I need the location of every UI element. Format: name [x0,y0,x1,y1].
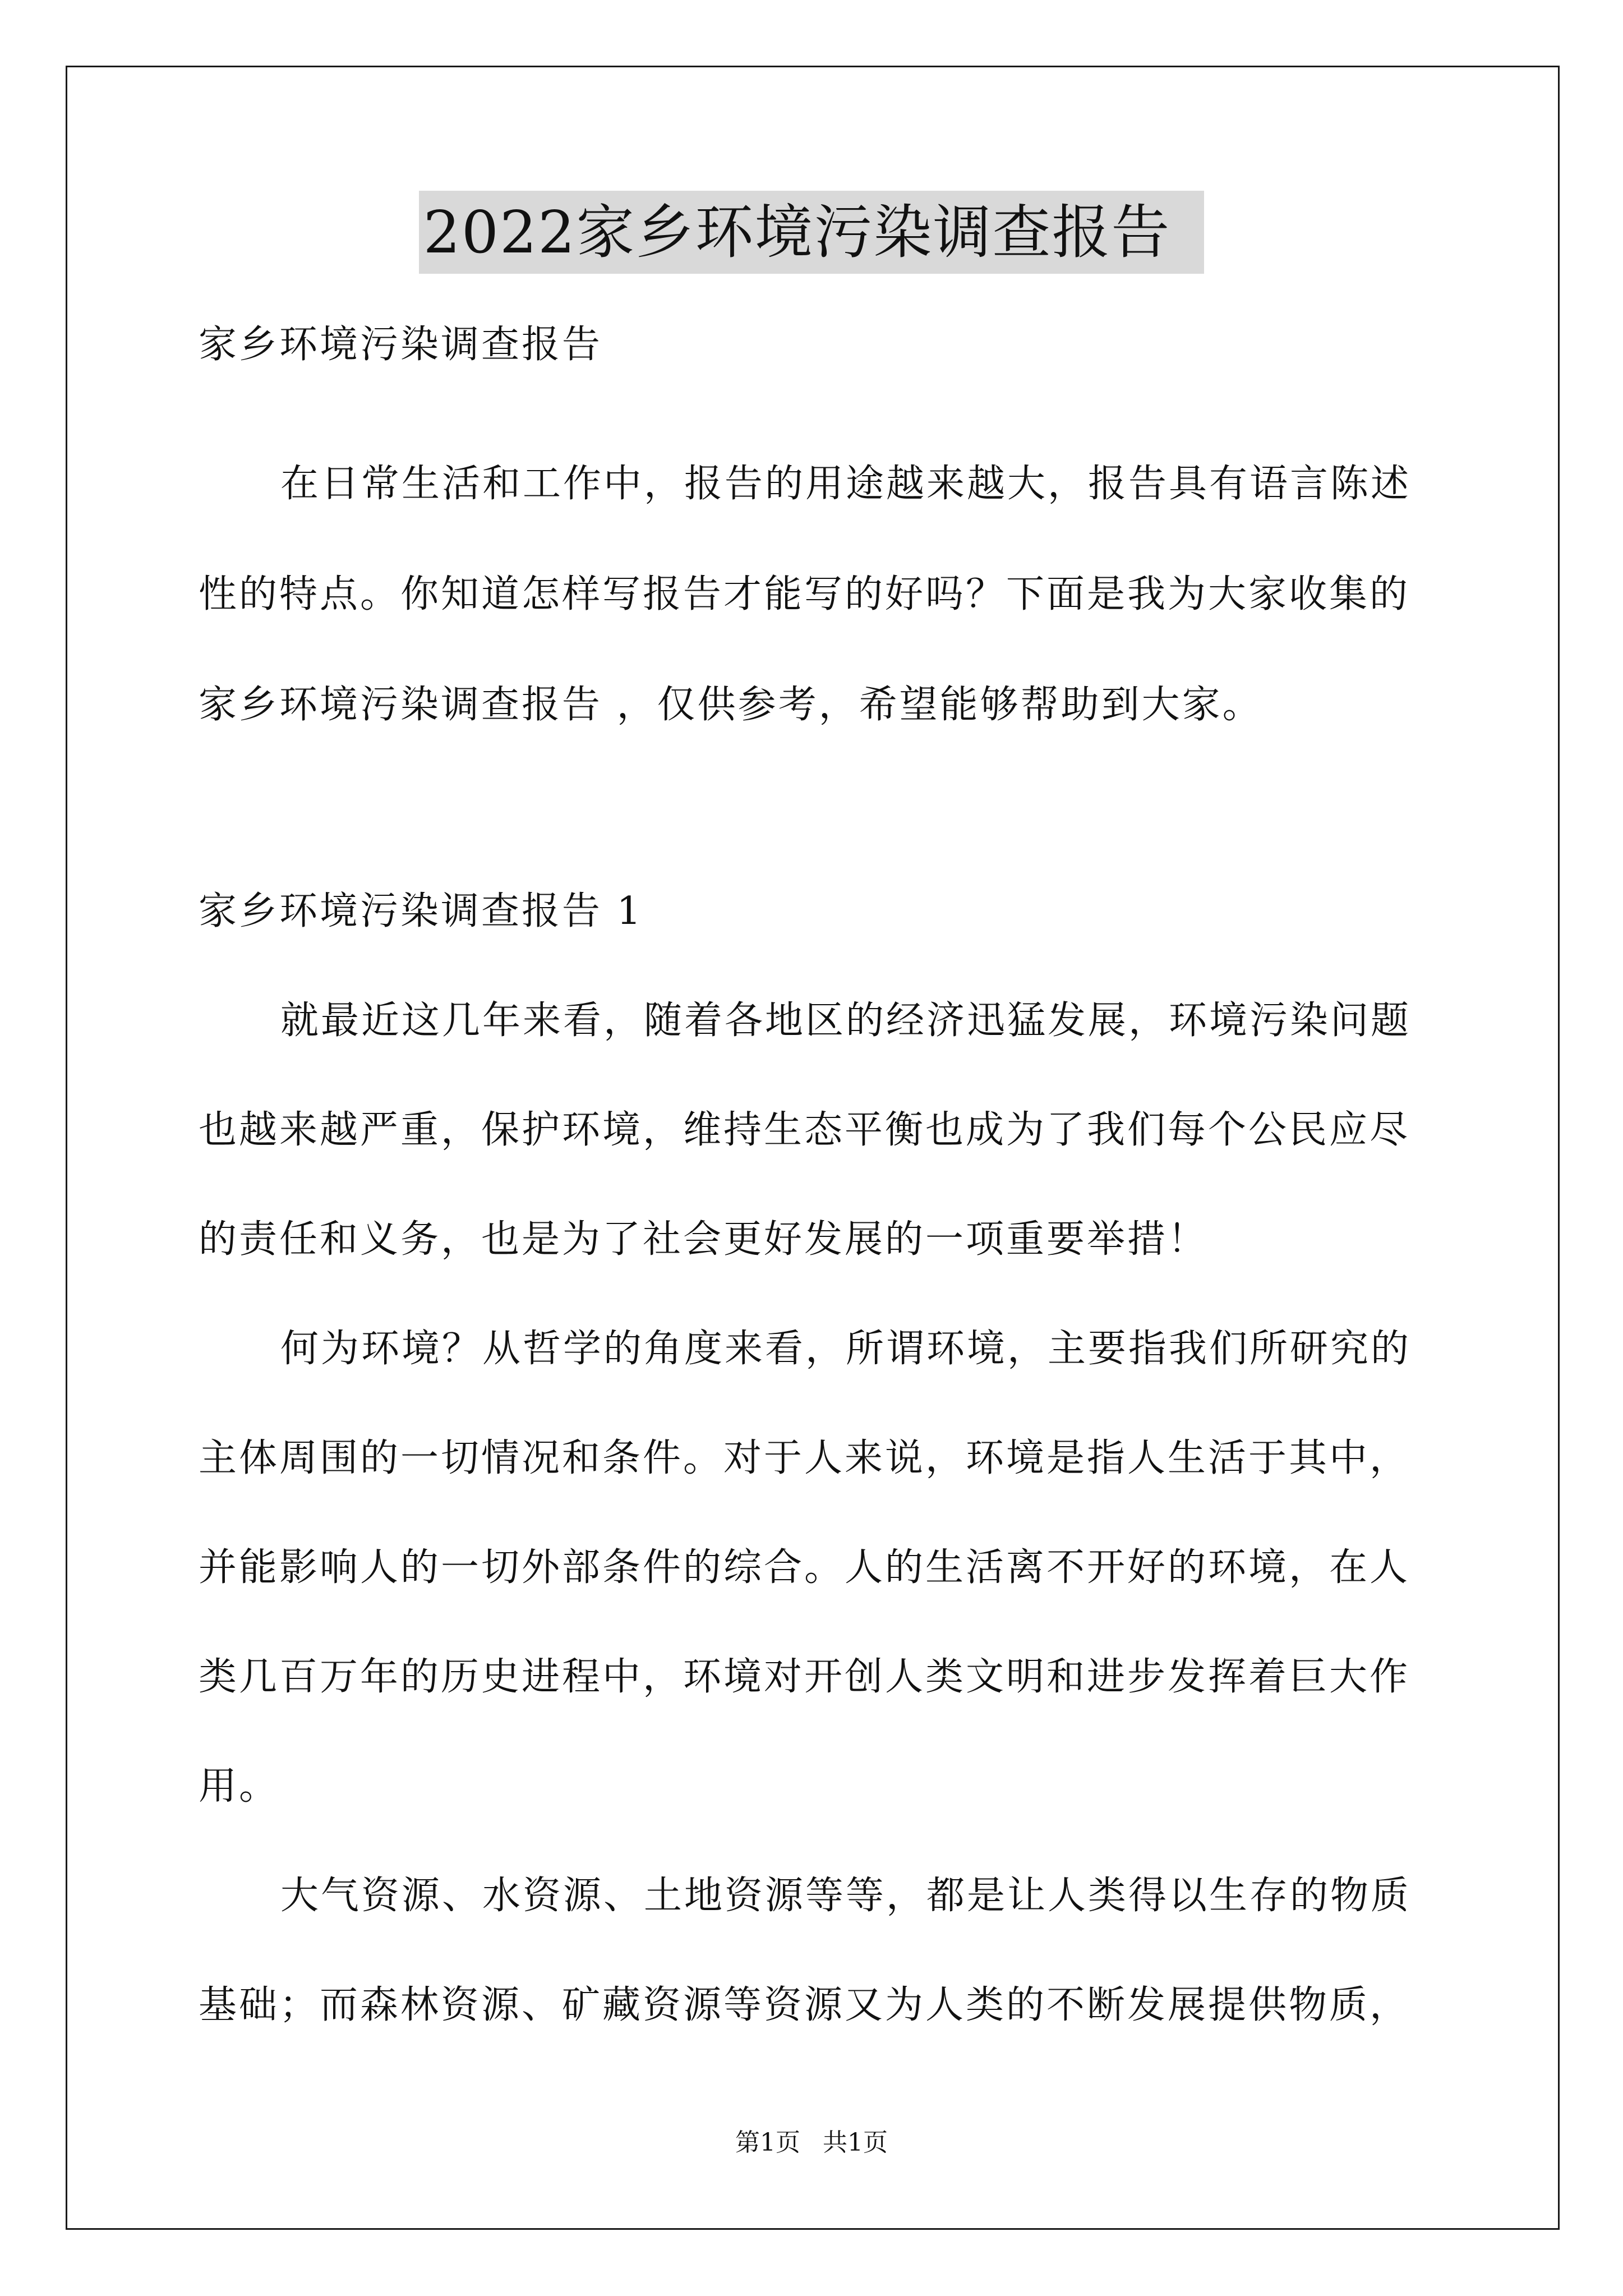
paragraph-line: 大气资源、水资源、土地资源等等，都是让人类得以生存的物质 [280,1874,1412,1918]
section-heading: 家乡环境污染调查报告 1 [199,889,643,933]
page-total: 共1页 [823,2128,888,2157]
page-footer [0,2126,1623,2160]
document-title: 2022家乡环境污染调查报告 [419,191,1205,274]
paragraph-line: 的责任和义务，也是为了社会更好发展的一项重要举措！ [199,1217,1209,1262]
page-number: 第1页 [735,2128,800,2157]
paragraph-line: 性的特点。你知道怎样写报告才能写的好吗？下面是我为大家收集的 [199,572,1410,616]
paragraph-line: 并能影响人的一切外部条件的综合。人的生活离不开好的环境，在人 [199,1545,1410,1590]
title-container [0,191,1623,274]
paragraph-line: 基础；而森林资源、矿藏资源等资源又为人类的不断发展提供物质， [199,1983,1410,2027]
section-heading: 家乡环境污染调查报告 [199,323,603,367]
paragraph-line: 也越来越严重，保护环境，维持生态平衡也成为了我们每个公民应尽 [199,1108,1410,1152]
paragraph-line: 主体周围的一切情况和条件。对于人来说，环境是指人生活于其中， [199,1436,1410,1480]
paragraph-line: 类几百万年的历史进程中，环境对开创人类文明和进步发挥着巨大作 [199,1655,1410,1699]
paragraph-line: 用。 [199,1764,280,1809]
paragraph-line: 家乡环境污染调查报告 ，仅供参考，希望能够帮助到大家。 [199,683,1263,727]
paragraph-line: 何为环境？从哲学的角度来看，所谓环境，主要指我们所研究的 [280,1327,1412,1371]
paragraph-line: 就最近这几年来看，随着各地区的经济迅猛发展，环境污染问题 [280,999,1412,1043]
paragraph-line: 在日常生活和工作中，报告的用途越来越大，报告具有语言陈述 [280,462,1412,506]
